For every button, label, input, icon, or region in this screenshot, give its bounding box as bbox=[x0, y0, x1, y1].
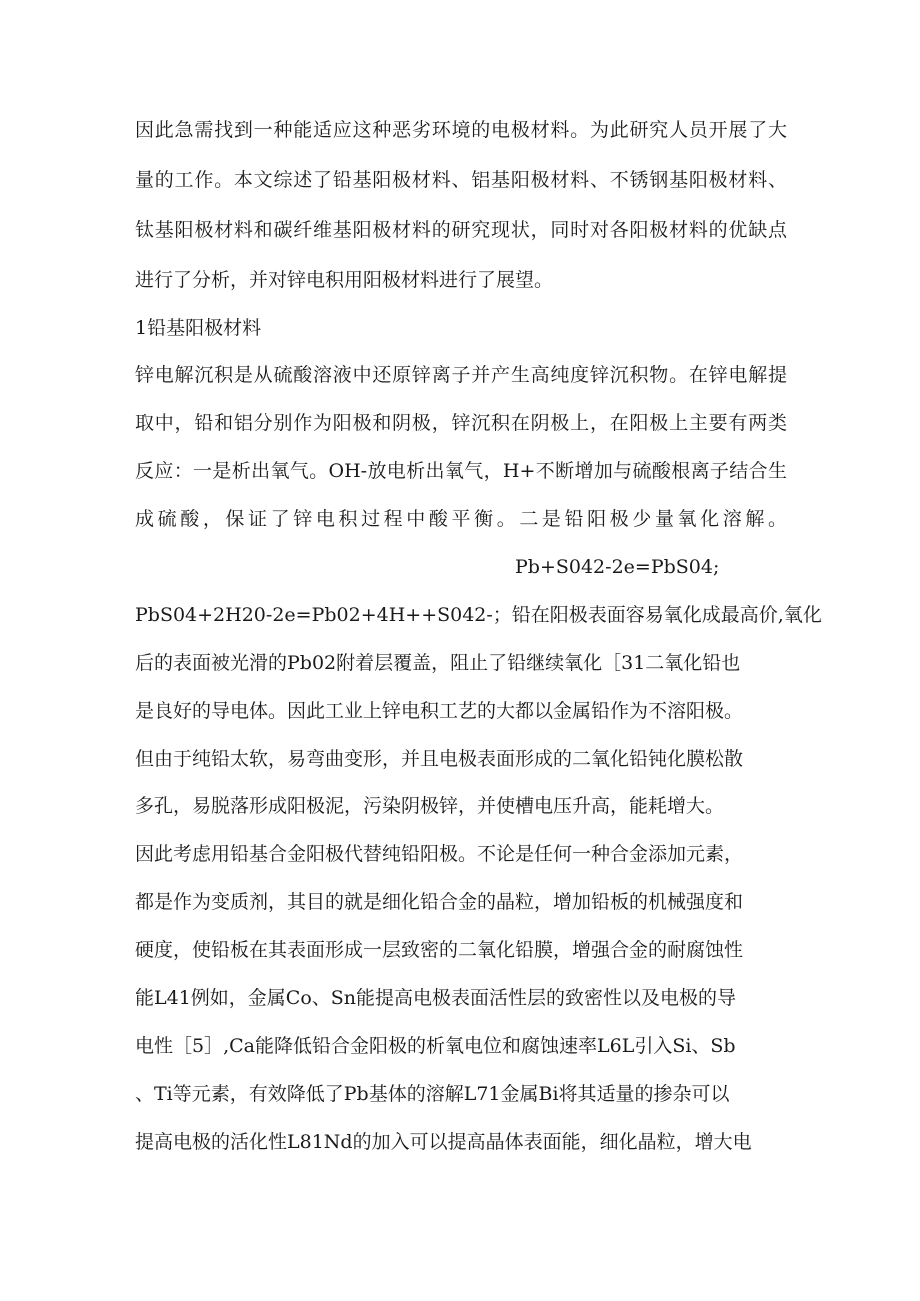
text-line: 是良好的导电体。因此工业上锌电积工艺的大都以金属铅作为不溶阳极。 bbox=[135, 700, 744, 722]
text-line: 反应：一是析出氧气。OH-放电析出氧气，H+不断增加与硫酸根离子结合生 bbox=[135, 460, 787, 482]
section-heading: 1铅基阳极材料 bbox=[135, 317, 262, 339]
text-line: 锌电解沉积是从硫酸溶液中还原锌离子并产生高纯度锌沉积物。在锌电解提 bbox=[135, 364, 787, 386]
text-line: 但由于纯铅太软，易弯曲变形，并且电极表面形成的二氧化铅钝化膜松散 bbox=[135, 748, 744, 770]
text-line: 成硫酸，保证了锌电积过程中酸平衡。二是铅阳极少量氧化溶解。 bbox=[135, 508, 787, 530]
text-line: 取中，铅和铝分别作为阳极和阴极，锌沉积在阴极上，在阳极上主要有两类 bbox=[135, 412, 787, 434]
text-line: 进行了分析，并对锌电积用阳极材料进行了展望。 bbox=[135, 269, 554, 291]
equation-line: Pb+S042-2e=PbS04; bbox=[515, 556, 720, 578]
text-line: 因此急需找到一种能适应这种恶劣环境的电极材料。为此研究人员开展了大 bbox=[135, 119, 787, 141]
text-line: 、Ti等元素，有效降低了Pb基体的溶解L71金属Bi将其适量的掺杂可以 bbox=[135, 1083, 730, 1105]
text-line: 提高电极的活化性L81Nd的加入可以提高晶体表面能，细化晶粒，增大电 bbox=[135, 1131, 752, 1153]
text-line: 能L41例如，金属Co、Sn能提高电极表面活性层的致密性以及电极的导 bbox=[135, 987, 737, 1009]
text-line: 后的表面被光滑的Pb02附着层覆盖，阻止了铅继续氧化［31二氧化铅也 bbox=[135, 652, 741, 674]
text-line: 因此考虑用铅基合金阳极代替纯铅阳极。不论是任何一种合金添加元素， bbox=[135, 843, 744, 865]
text-line: PbS04+2H20-2e=Pb02+4H++S042-；铅在阳极表面容易氧化成最高价,氧化 bbox=[135, 604, 822, 626]
text-line: 都是作为变质剂，其目的就是细化铅合金的晶粒，增加铅板的机械强度和 bbox=[135, 891, 744, 913]
text-line: 硬度，使铅板在其表面形成一层致密的二氧化铅膜，增强合金的耐腐蚀性 bbox=[135, 939, 744, 961]
text-line: 多孔，易脱落形成阳极泥，污染阴极锌，并使槽电压升高，能耗增大。 bbox=[135, 795, 725, 817]
text-line: 量的工作。本文综述了铅基阳极材料、铝基阳极材料、不锈钢基阳极材料、 bbox=[135, 169, 787, 191]
text-line: 钛基阳极材料和碳纤维基阳极材料的研究现状，同时对各阳极材料的优缺点 bbox=[135, 219, 787, 241]
text-line: 电性［5］,Ca能降低铅合金阳极的析氧电位和腐蚀速率L6L引入Si、Sb bbox=[135, 1035, 736, 1057]
